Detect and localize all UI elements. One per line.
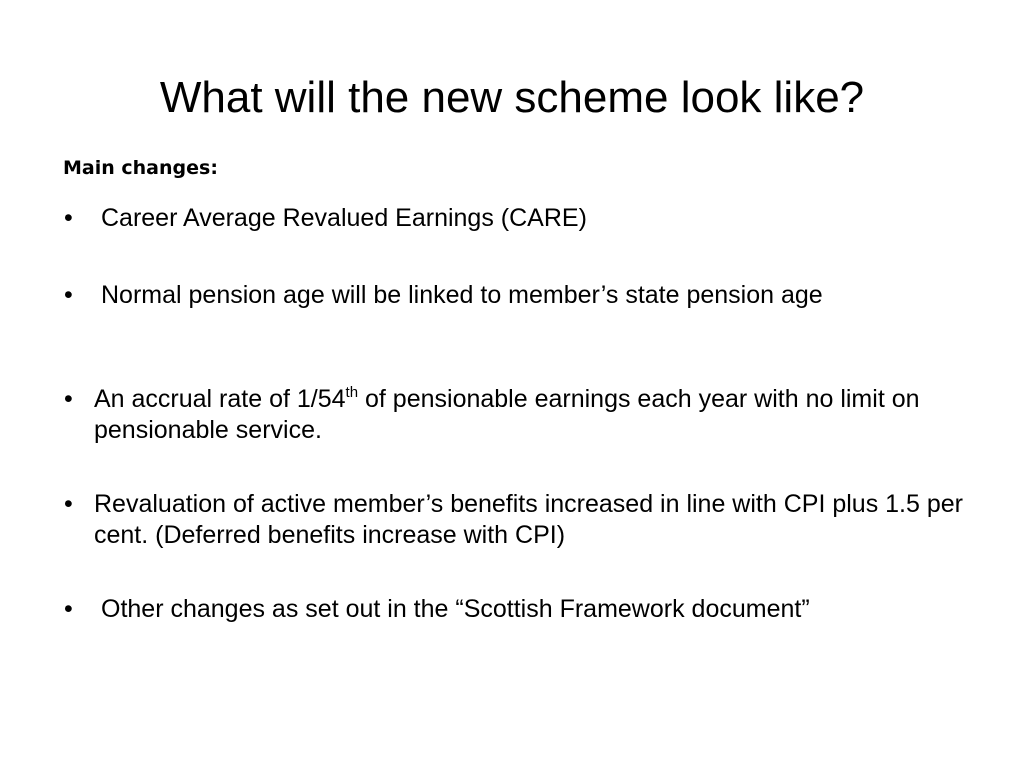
bullet-text: Career Average Revalued Earnings (CARE) [101,204,587,232]
bullet-text: Other changes as set out in the “Scottish Framework document” [101,595,810,623]
bullet-text-after: of pensionable earnings each year with no limit on pensionable service. [94,385,920,444]
bullet-dot: • [64,385,73,413]
bullet-text-before: An accrual rate of 1/54 [94,385,346,413]
bullet-item-pension-age [64,280,964,311]
ordinal-superscript: th [345,384,359,401]
bullet-text: Revaluation of active member’s benefits increased in line with CPI plus 1.5 per cent. (Deferred benefits increase with CPI) [94,490,963,549]
bullet-item-care [64,203,964,234]
bullet-dot: • [64,204,73,232]
bullet-dot: • [64,595,73,623]
bullet-dot: • [64,281,73,309]
bullet-text: Normal pension age will be linked to member’s state pension age [101,281,823,309]
slide-title: What will the new scheme look like? [159,73,865,122]
bullet-item-revaluation [64,489,964,551]
bullet-item-other-changes [64,594,964,625]
bullet-dot: • [64,490,73,518]
bullet-item-accrual-rate [64,384,964,446]
bullet-text [64,384,964,446]
main-changes-heading: Main changes: [63,157,218,179]
